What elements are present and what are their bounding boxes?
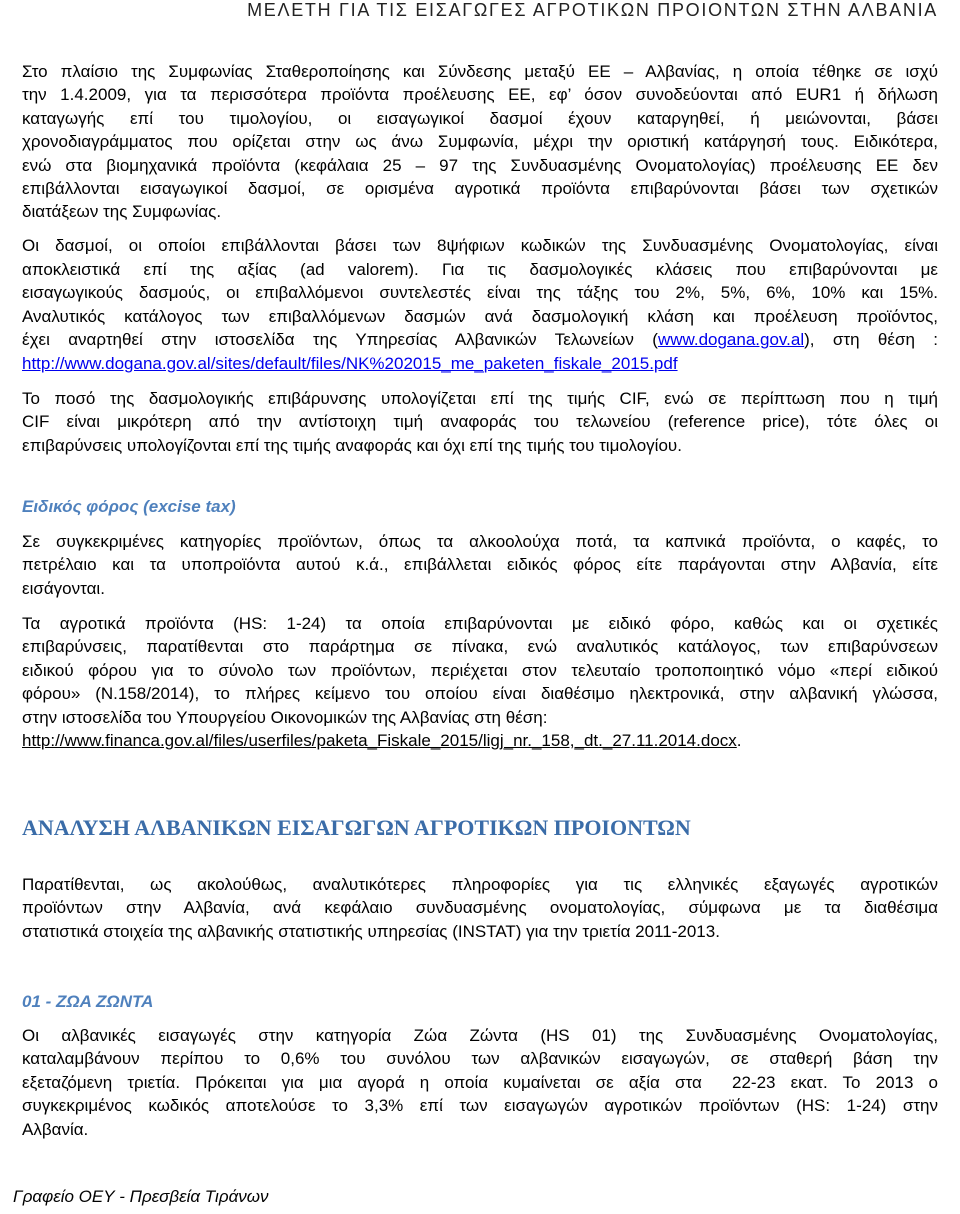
paragraph-line bbox=[22, 659, 938, 682]
text-segment: στατιστικά στοιχεία της αλβανικής στατιστικής υπηρεσίας (INSTAT) για την τριετία 2011-2013. bbox=[22, 921, 720, 941]
text-segment: επιβαρύνσεις, παρατίθενται στο παράρτημα σε πίνακα, ενώ αναλυτικός κατάλογος, των επιβαρύνσεων bbox=[22, 637, 938, 657]
text-segment: Οι δασμοί, οι οποίοι επιβάλλονται βάσει των 8ψήφιων κωδικών της Συνδυασμένης Ονοματολογίας, είναι bbox=[22, 236, 938, 255]
paragraph bbox=[22, 612, 938, 752]
paragraph-line bbox=[22, 1118, 938, 1141]
paragraph-line bbox=[22, 530, 938, 553]
text-segment: Το ποσό της δασμολογικής επιβάρυνσης υπολογίζεται επί της τιμής CIF, ενώ σε περίπτωση που η τιμή bbox=[22, 389, 938, 408]
paragraph-line bbox=[22, 154, 938, 177]
paragraph-line bbox=[22, 234, 938, 258]
text-segment: Σε συγκεκριμένες κατηγορίες προϊόντων, όπως τα αλκοολούχα ποτά, τα καπνικά προϊόντα, ο καφές, το bbox=[22, 532, 938, 551]
text-segment: στην ιστοσελίδα του Υπουργείου Οικονομικών της Αλβανίας στη θέση: bbox=[22, 707, 548, 727]
paragraph-line bbox=[22, 1071, 938, 1094]
text-segment: ενώ στα βιομηχανικά προϊόντα (κεφάλαια 25 – 97 της Συνδυασμένης Ονοματολογίας) προέλευσης ΕΕ δεν bbox=[22, 155, 938, 175]
paragraph-line bbox=[22, 635, 938, 658]
paragraph-line bbox=[22, 553, 938, 576]
text-segment: ειδικού φόρου για το σύνολο των προϊόντων, περιέχεται στον τελευταίο τροποποιητικό νόμο «περί ειδικού bbox=[22, 660, 938, 680]
text-segment: Αναλυτικός κατάλογος των επιβαλλόμενων δασμών ανά δασμολογική κλάση και προέλευση προϊόντος, bbox=[22, 306, 938, 326]
subsection-heading: Ειδικός φόρος (excise tax) bbox=[22, 497, 236, 516]
paragraph bbox=[22, 1024, 938, 1141]
paragraph-line bbox=[22, 729, 938, 752]
paragraph-line bbox=[22, 1094, 938, 1117]
paragraph bbox=[22, 387, 938, 457]
text-segment: αποκλειστικά επί της αξίας (ad valorem). Για τις δασμολογικές κλάσεις που επιβαρύνονται με bbox=[22, 259, 938, 279]
paragraph-line bbox=[22, 258, 938, 282]
text-segment: CIF είναι μικρότερη από την αντίστοιχη τιμή αναφοράς του τελωνείου (reference price), τότε όλες οι bbox=[22, 412, 938, 432]
hyperlink[interactable]: www.dogana.gov.al bbox=[657, 330, 805, 350]
text-segment: Παρατίθενται, ως ακολούθως, αναλυτικότερες πληροφορίες για τις ελληνικές εξαγωγές αγροτικών bbox=[22, 875, 938, 894]
text-segment: συγκεκριμένος κωδικός αποτελούσε το 3,3% επί των εισαγωγών αγροτικών προϊόντων (HS: 1-24) στην bbox=[22, 1096, 938, 1116]
text-segment: χρονοδιαγράμματος που ορίζεται στην ως άνω Συμφωνία, μέχρι την οριστική κατάργησή τους. Ειδικότερα, bbox=[22, 132, 938, 152]
text-segment: έχει αναρτηθεί στην ιστοσελίδα της Υπηρεσίας Αλβανικών Τελωνείων ( bbox=[22, 330, 658, 350]
text-segment: επιβαρύνσεις υπολογίζονται επί της τιμής αναφοράς και όχι επί της τιμής του τιμολογίου. bbox=[22, 435, 682, 455]
hyperlink[interactable]: http://www.financa.gov.al/files/userfiles/paketa_Fiskale_2015/ligj_nr._158,_dt._27.11.2014.docx bbox=[22, 731, 737, 751]
paragraph-line bbox=[22, 682, 938, 705]
paragraph-line bbox=[22, 200, 938, 223]
paragraph-line bbox=[22, 328, 938, 352]
text-segment: εισάγονται. bbox=[22, 578, 105, 598]
text-segment: Τα αγροτικά προϊόντα (HS: 1-24) τα οποία επιβαρύνονται με ειδικό φόρο, καθώς και οι σχετικές bbox=[22, 614, 938, 633]
paragraph-line bbox=[22, 577, 938, 600]
text-segment: εισαγωγικούς δασμούς, οι επιβαλλόμενοι συντελεστές είναι της τάξης του 2%, 5%, 6%, 10% και 15%. bbox=[22, 283, 938, 303]
paragraph-line bbox=[22, 1047, 938, 1070]
text-segment: Οι αλβανικές εισαγωγές στην κατηγορία Ζώα Ζώντα (HS 01) της Συνδυασμένης Ονοματολογίας, bbox=[22, 1026, 938, 1045]
paragraph-line bbox=[22, 130, 938, 153]
text-segment: Αλβανία. bbox=[22, 1119, 89, 1139]
text-segment: . bbox=[736, 731, 742, 751]
paragraph-line bbox=[22, 83, 938, 106]
running-header: ΜΕΛΕΤΗ ΓΙΑ ΤΙΣ ΕΙΣΑΓΩΓΕΣ ΑΓΡΟΤΙΚΩΝ ΠΡΟΙΟΝΤΩΝ ΣΤΗΝ ΑΛΒΑΝΙΑ bbox=[247, 0, 938, 20]
paragraph-line bbox=[22, 706, 938, 729]
paragraph-line bbox=[22, 410, 938, 433]
text-segment: προϊόντων στην Αλβανία, ανά κεφάλαιο συνδυασμένης ονοματολογίας, σύμφωνα με τα διαθέσιμα bbox=[22, 898, 938, 918]
paragraph-line bbox=[22, 920, 938, 943]
text-segment: καταγωγής επί του τιμολογίου, οι εισαγωγικοί δασμοί έχουν καταργηθεί, ή μειώνονται, βάσει bbox=[22, 108, 938, 128]
paragraph-line bbox=[22, 896, 938, 919]
text-segment: διατάξεων της Συμφωνίας. bbox=[22, 202, 222, 222]
paragraph-line bbox=[22, 107, 938, 130]
paragraph-line bbox=[22, 387, 938, 410]
text-segment: Στο πλαίσιο της Συμφωνίας Σταθεροποίησης και Σύνδεσης μεταξύ ΕΕ – Αλβανίας, η οποία τέθηκε σε ισχύ bbox=[22, 62, 938, 81]
paragraph-line bbox=[22, 612, 938, 635]
text-segment: καταλαμβάνουν περίπου το 0,6% του συνόλου των αλβανικών εισαγωγών, σε σταθερή βάση την bbox=[22, 1049, 938, 1069]
paragraph-line bbox=[22, 352, 938, 376]
chapter-heading: 01 - ΖΩΑ ΖΩΝΤΑ bbox=[22, 992, 154, 1011]
paragraph-line bbox=[22, 873, 938, 896]
text-segment: ), στη θέση : bbox=[804, 330, 938, 350]
running-footer: Γραφείο ΟΕΥ - Πρεσβεία Τιράνων bbox=[13, 1187, 269, 1206]
text-segment: εξεταζόμενη τριετία. Πρόκειται για μια αγορά η οποία κυμαίνεται σε αξία στα 22-23 εκατ. Το 2013 ο bbox=[22, 1072, 938, 1092]
text-segment: επιβάλλονται εισαγωγικοί δασμοί, σε ορισμένα αγροτικά προϊόντα επιβαρύνονται βάσει των σχετικών bbox=[22, 179, 938, 199]
paragraph bbox=[22, 234, 938, 376]
paragraph bbox=[22, 530, 938, 600]
text-segment: την 1.4.2009, για τα περισσότερα προϊόντα προέλευσης ΕΕ, εφ’ όσον συνοδεύονται από EUR1 ή δήλωση bbox=[22, 85, 938, 105]
paragraph-line bbox=[22, 60, 938, 83]
section-heading: ΑΝΑΛΥΣΗ ΑΛΒΑΝΙΚΩΝ ΕΙΣΑΓΩΓΩΝ ΑΓΡΟΤΙΚΩΝ ΠΡΟΙΟΝΤΩΝ bbox=[22, 815, 691, 840]
paragraph bbox=[22, 873, 938, 943]
paragraph bbox=[22, 60, 938, 224]
paragraph-line bbox=[22, 281, 938, 305]
text-segment: φόρου» (Ν.158/2014), το πλήρες κείμενο του οποίου είναι διαθέσιμο ηλεκτρονικά, στην αλβανική γλώσσα, bbox=[22, 684, 938, 704]
paragraph-line bbox=[22, 305, 938, 329]
paragraph-line bbox=[22, 434, 938, 457]
paragraph-line bbox=[22, 177, 938, 200]
paragraph-line bbox=[22, 1024, 938, 1047]
text-segment: πετρέλαιο και τα υποπροϊόντα αυτού κ.ά., επιβάλλεται ειδικός φόρος είτε παράγονται στην Αλβανία, είτε bbox=[22, 555, 938, 575]
hyperlink[interactable]: http://www.dogana.gov.al/sites/default/files/NK%202015_me_paketen_fiskale_2015.pdf bbox=[22, 353, 678, 373]
